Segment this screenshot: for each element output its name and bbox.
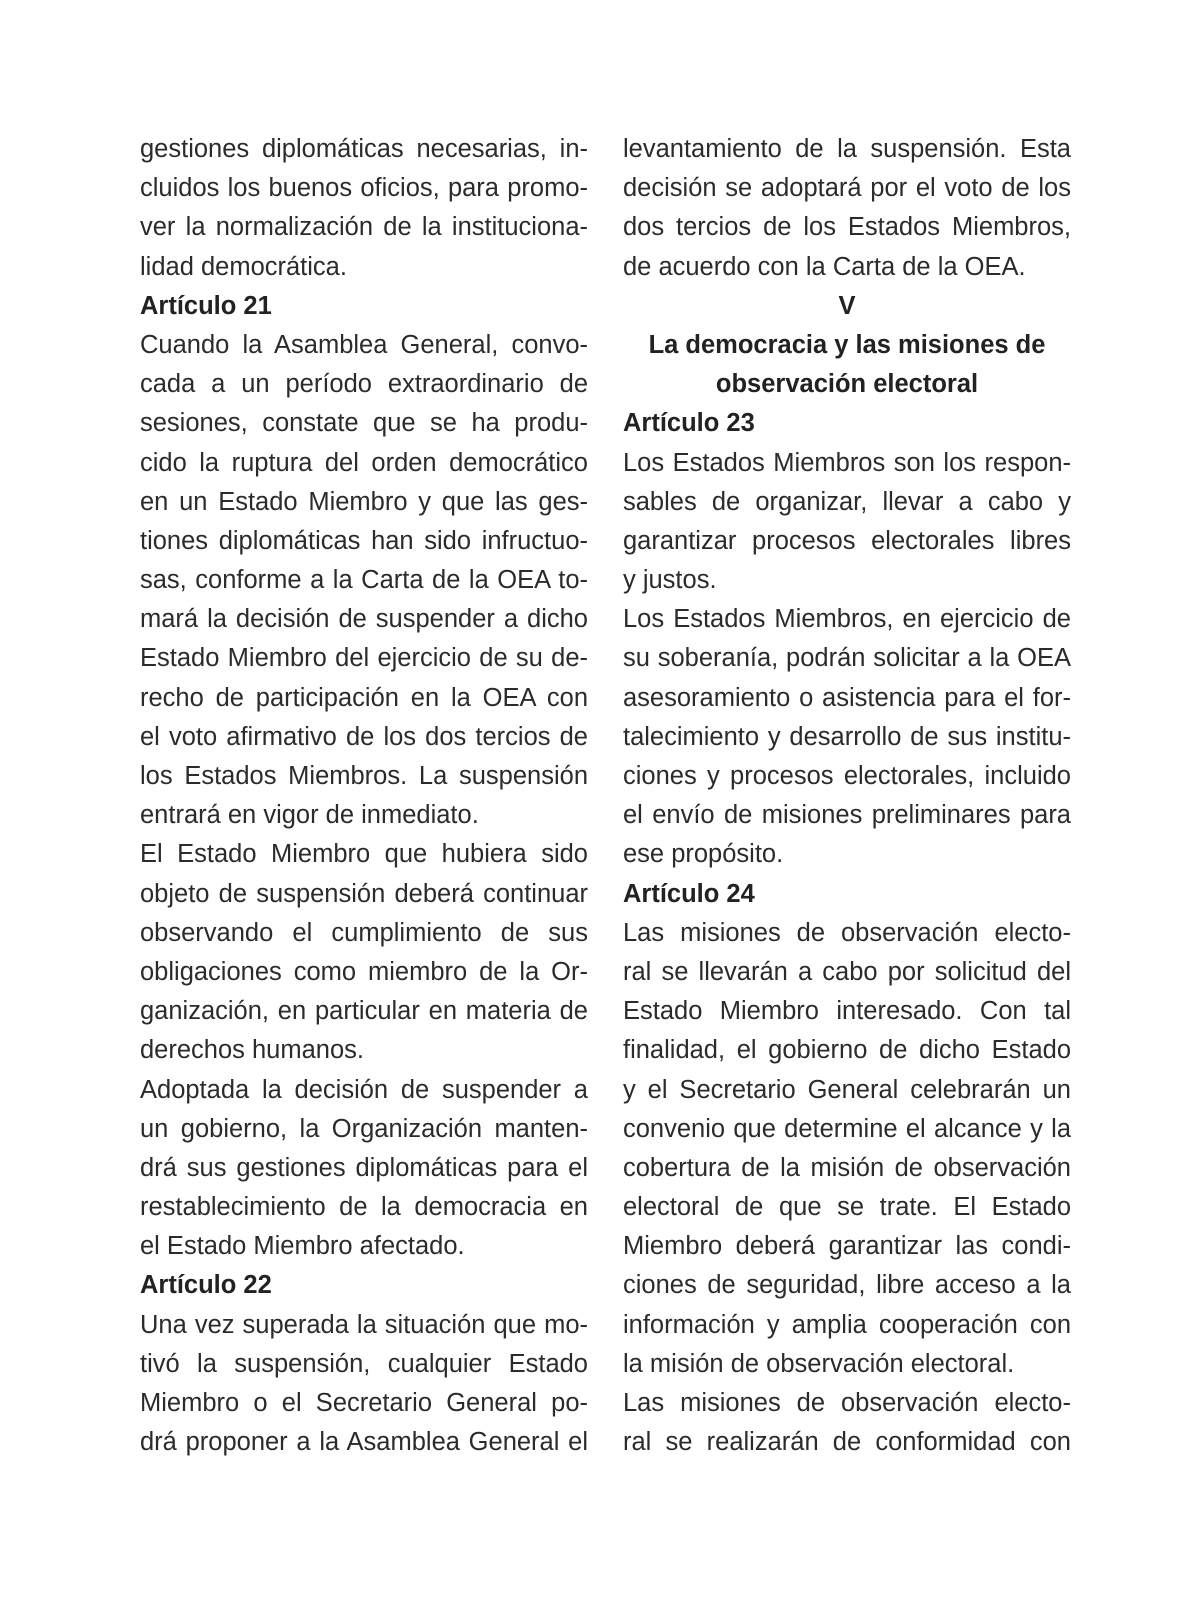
paragraph-line: Miembro o el Secretario General po- — [140, 1389, 588, 1417]
paragraph-line: y el Secretario General celebrarán un — [623, 1075, 1071, 1104]
paragraph-line: decisión se adoptará por el voto de los — [623, 174, 1071, 203]
paragraph-line: ese propósito. — [623, 840, 784, 869]
paragraph-line: sas, conforme a la Carta de la OEA to- — [140, 566, 588, 595]
paragraph-line: drá proponer a la Asamblea General el — [140, 1428, 588, 1457]
paragraph-line: Estado Miembro del ejercicio de su de- — [140, 644, 588, 673]
paragraph-line: el Estado Miembro afectado. — [140, 1232, 465, 1261]
section-title-line: V — [838, 291, 856, 320]
paragraph-line: de acuerdo con la Carta de la OEA. — [623, 252, 1026, 281]
paragraph-line: drá sus gestiones diplomáticas para el — [140, 1153, 588, 1182]
paragraph-line: objeto de suspensión deberá continuar — [140, 879, 588, 908]
paragraph-line: su soberanía, podrán solicitar a la OEA — [623, 644, 1071, 673]
paragraph-line: observando el cumplimiento de sus — [140, 918, 588, 947]
section-title-line: La democracia y las misiones de — [648, 330, 1046, 359]
paragraph-line: la misión de observación electoral. — [623, 1349, 1015, 1378]
paragraph-line: entrará en vigor de inmediato. — [140, 801, 479, 830]
paragraph-line: dos tercios de los Estados Miembros, — [623, 213, 1071, 242]
paragraph-line: talecimiento y desarrollo de sus institu- — [623, 722, 1071, 751]
paragraph-line: obligaciones como miembro de la Or- — [140, 957, 588, 986]
paragraph-line: Una vez superada la situación que mo- — [140, 1310, 588, 1339]
paragraph-line: recho de participación en la OEA con — [140, 683, 588, 712]
paragraph-line: cada a un período extraordinario de — [140, 370, 588, 399]
paragraph-line: tivó la suspensión, cualquier Estado — [140, 1349, 588, 1378]
paragraph-line: Cuando la Asamblea General, convo- — [140, 330, 588, 359]
paragraph-line: electoral de que se trate. El Estado — [623, 1193, 1071, 1222]
paragraph-line: Adoptada la decisión de suspender a — [140, 1075, 588, 1104]
paragraph-line: Las misiones de observación electo- — [623, 918, 1071, 947]
article-heading: Artículo 24 — [623, 879, 755, 908]
paragraph-line: y justos. — [623, 566, 717, 595]
paragraph-line: cluidos los buenos oficios, para promo- — [140, 174, 588, 203]
paragraph-line: Miembro deberá garantizar las condi- — [623, 1232, 1071, 1261]
paragraph-line: el envío de misiones preliminares para — [623, 801, 1071, 830]
paragraph-line: Los Estados Miembros, en ejercicio de — [623, 605, 1071, 634]
section-title-line: observación electoral — [715, 370, 979, 399]
paragraph-line: cido la ruptura del orden democrático — [140, 448, 588, 477]
article-heading: Artículo 23 — [623, 409, 755, 438]
paragraph-line: lidad democrática. — [140, 252, 347, 281]
paragraph-line: asesoramiento o asistencia para el for- — [623, 683, 1071, 712]
paragraph-line: derechos humanos. — [140, 1036, 364, 1065]
paragraph-line: restablecimiento de la democracia en — [140, 1193, 588, 1222]
paragraph-line: información y amplia cooperación con — [623, 1310, 1071, 1339]
paragraph-line: ciones y procesos electorales, incluido — [623, 762, 1071, 790]
paragraph-line: mará la decisión de suspender a dicho — [140, 605, 588, 634]
paragraph-line: Los Estados Miembros son los respon- — [623, 448, 1071, 477]
paragraph-line: convenio que determine el alcance y la — [623, 1114, 1071, 1143]
paragraph-line: ral se llevarán a cabo por solicitud del — [623, 957, 1071, 986]
paragraph-line: ganización, en particular en materia de — [140, 997, 588, 1026]
paragraph-line: levantamiento de la suspensión. Esta — [623, 135, 1071, 163]
article-heading: Artículo 21 — [140, 291, 272, 320]
paragraph-line: el voto afirmativo de los dos tercios de — [140, 722, 588, 751]
paragraph-line: garantizar procesos electorales libres — [623, 526, 1071, 555]
paragraph-line: tiones diplomáticas han sido infructuo- — [140, 526, 588, 555]
paragraph-line: en un Estado Miembro y que las ges- — [140, 487, 588, 516]
paragraph-line: cobertura de la misión de observación — [623, 1153, 1071, 1182]
paragraph-line: Estado Miembro interesado. Con tal — [623, 997, 1071, 1026]
paragraph-line: finalidad, el gobierno de dicho Estado — [623, 1036, 1071, 1065]
paragraph-line: ver la normalización de la instituciona- — [140, 213, 588, 242]
article-heading: Artículo 22 — [140, 1271, 272, 1300]
left-text-column — [140, 130, 588, 1462]
paragraph-line: los Estados Miembros. La suspensión — [140, 762, 588, 790]
paragraph-line: Las misiones de observación electo- — [623, 1389, 1071, 1417]
paragraph-line: El Estado Miembro que hubiera sido — [140, 840, 588, 869]
paragraph-line: sables de organizar, llevar a cabo y — [623, 487, 1071, 516]
paragraph-line: gestiones diplomáticas necesarias, in- — [140, 135, 588, 163]
paragraph-line: ciones de seguridad, libre acceso a la — [623, 1271, 1071, 1300]
paragraph-line: sesiones, constate que se ha produ- — [140, 409, 588, 438]
paragraph-line: ral se realizarán de conformidad con — [623, 1428, 1071, 1457]
right-text-column — [623, 130, 1071, 1462]
paragraph-line: un gobierno, la Organización manten- — [140, 1114, 588, 1143]
